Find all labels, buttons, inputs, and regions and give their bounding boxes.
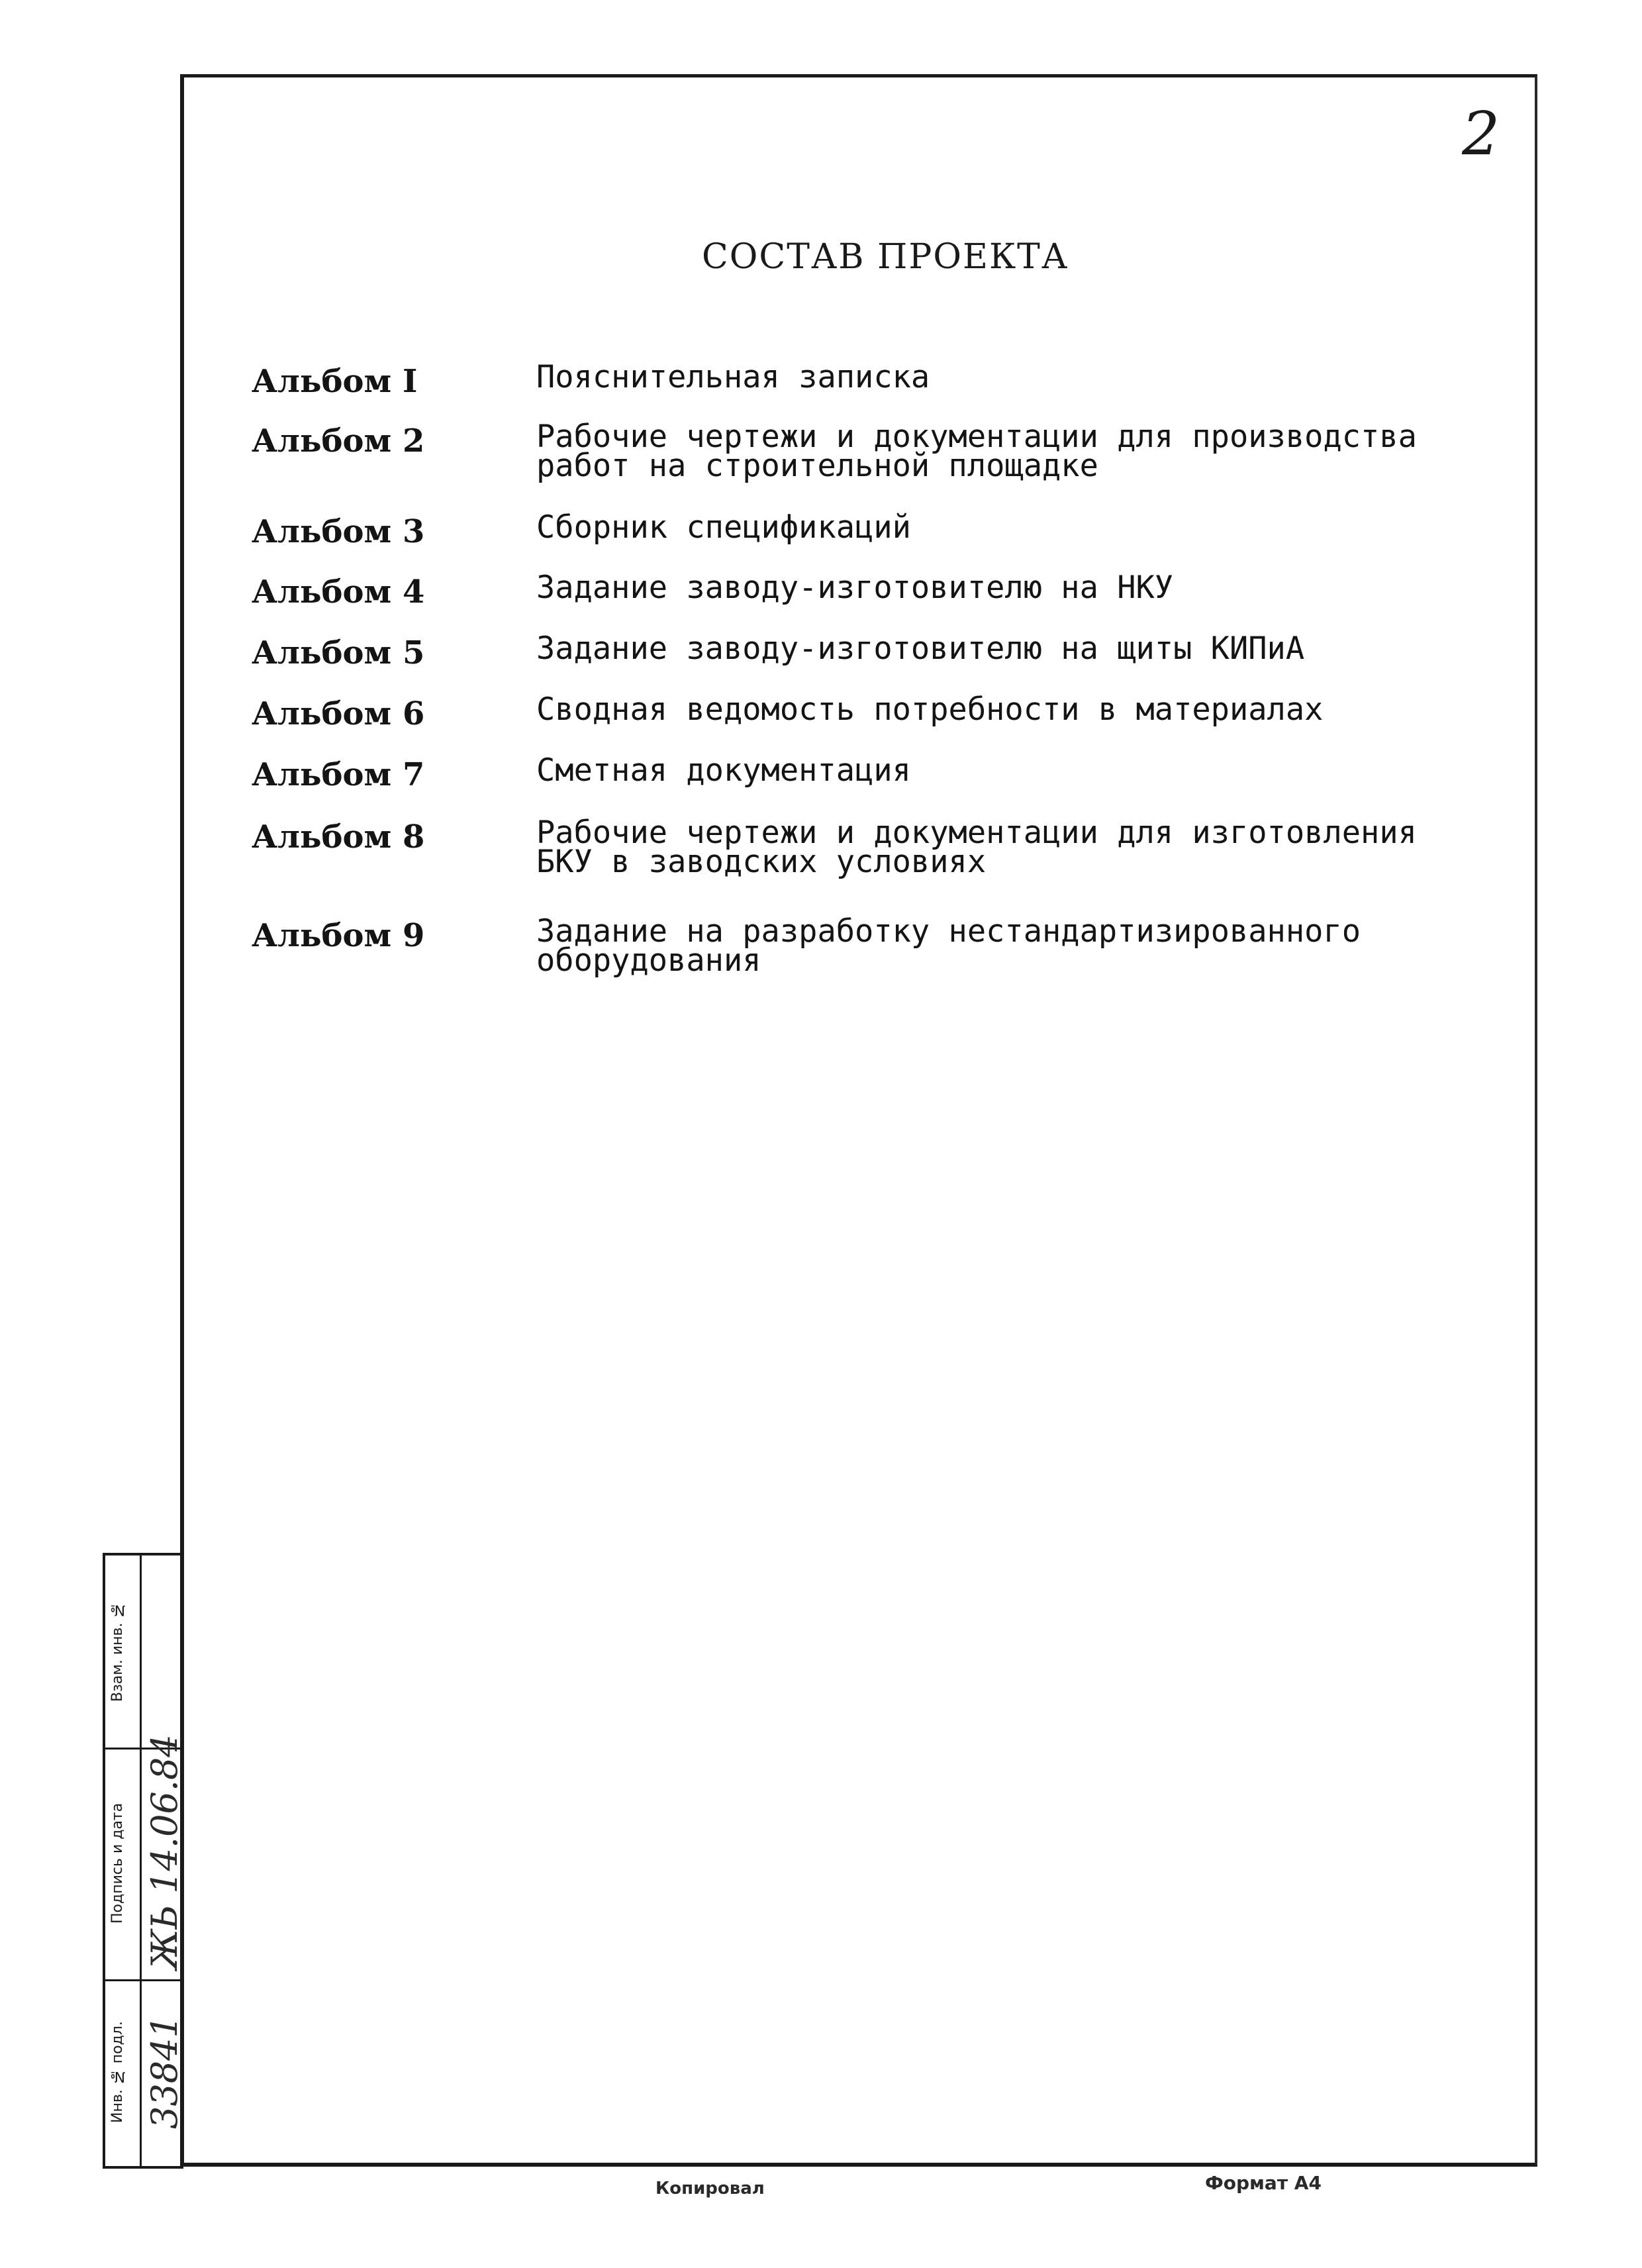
stamp-replace-label: Взам. инв. № [109, 1601, 126, 1702]
footer-format: Формат А4 [1205, 2172, 1322, 2194]
side-stamp [103, 1553, 183, 2169]
album-label: Альбом 6 [252, 695, 425, 732]
album-label: Альбом 3 [252, 513, 425, 550]
stamp-row-divider [105, 1979, 181, 1981]
stamp-sign-value: ЖЬ 14.06.84 [144, 1734, 185, 1969]
footer-copied: Копировал [655, 2179, 765, 2198]
album-description: Рабочие чертежи и документации для изготовления БКУ в заводских условиях [536, 814, 1417, 880]
stamp-column-divider [140, 1555, 142, 2166]
album-description: Сметная документация [536, 752, 911, 789]
stamp-inv-label: Инв. № подл. [109, 2021, 126, 2123]
stamp-inv-value: 33841 [144, 2015, 185, 2129]
stamp-sign-label: Подпись и дата [109, 1802, 126, 1924]
album-description: Сводная ведомость потребности в материалах [536, 691, 1324, 728]
album-label: Альбом 8 [252, 818, 425, 856]
album-description: Задание заводу-изготовителю на щиты КИПиА [536, 630, 1305, 667]
page-title: СОСТАВ ПРОЕКТА [702, 237, 1069, 277]
page-number: 2 [1462, 99, 1500, 169]
album-description: Рабочие чертежи и документации для производства работ на строительной площадке [536, 419, 1417, 484]
album-label: Альбом I [252, 363, 418, 400]
album-description: Задание заводу-изготовителю на НКУ [536, 569, 1174, 606]
album-label: Альбом 7 [252, 756, 425, 793]
album-description: Задание на разработку нестандартизированного оборудования [536, 913, 1361, 979]
album-label: Альбом 5 [252, 634, 425, 671]
album-label: Альбом 9 [252, 917, 425, 954]
album-description: Пояснительная записка [536, 359, 930, 395]
album-description: Сборник спецификаций [536, 509, 911, 546]
album-label: Альбом 4 [252, 573, 425, 611]
album-label: Альбом 2 [252, 422, 425, 460]
